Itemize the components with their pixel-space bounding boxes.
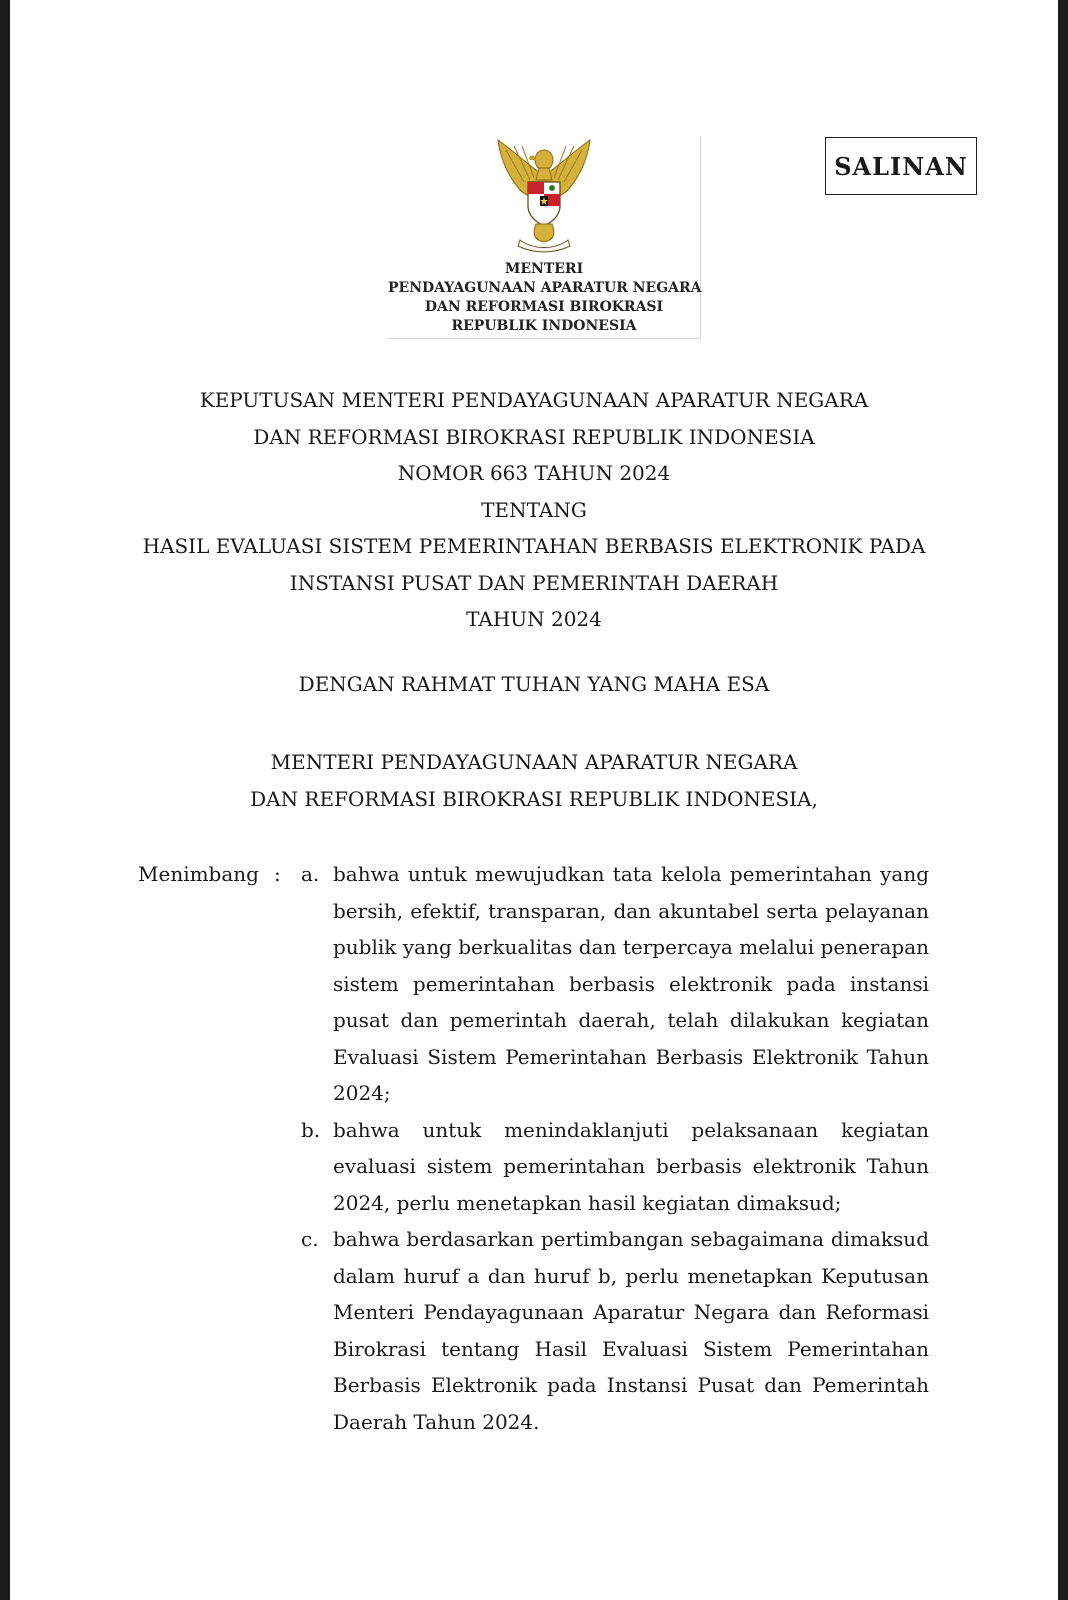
item-text [333, 1221, 929, 1440]
item-letter: b. [301, 1117, 321, 1142]
title-line: KEPUTUSAN MENTERI PENDAYAGUNAAN APARATUR NEGARA [199, 388, 869, 412]
item-text [333, 1112, 929, 1222]
text-line: pusat dan pemerintah daerah, telah dilakukan kegiatan [333, 1008, 929, 1032]
title-line: HASIL EVALUASI SISTEM PEMERINTAHAN BERBASIS ELEKTRONIK PADA [142, 534, 926, 558]
considering-colon: : [274, 862, 281, 886]
item-text [333, 856, 929, 1112]
text-line: 2024; [333, 1081, 391, 1105]
letterhead [388, 136, 701, 339]
ministry-line: MENTERI [504, 261, 584, 277]
text-line: Birokrasi tentang Hasil Evaluasi Sistem Pemerintahan [333, 1336, 929, 1361]
ministry-name [388, 260, 700, 336]
text-line: bersih, efektif, transparan, dan akuntabel serta pelayanan [333, 898, 929, 923]
item-letter: c. [301, 1227, 319, 1251]
minister-line: MENTERI PENDAYAGUNAAN APARATUR NEGARA [270, 750, 798, 774]
text-line: bahwa untuk menindaklanjuti pelaksanaan kegiatan [333, 1117, 929, 1142]
ministry-line: REPUBLIK INDONESIA [451, 318, 637, 334]
garuda-emblem-icon [490, 136, 598, 254]
title-line: TAHUN 2024 [466, 607, 602, 631]
text-line: dalam huruf a dan huruf b, perlu menetapkan Keputusan [333, 1263, 929, 1288]
minister-heading [0, 744, 1068, 817]
item-letter: a. [301, 862, 320, 886]
decree-title [0, 382, 1068, 638]
ministry-line: PENDAYAGUNAAN APARATUR NEGARA [388, 280, 702, 296]
minister-line: DAN REFORMASI BIROKRASI REPUBLIK INDONESIA, [250, 786, 818, 811]
ministry-line: DAN REFORMASI BIROKRASI [424, 299, 664, 315]
text-line: publik yang berkualitas dan terpercaya melalui penerapan [333, 935, 929, 959]
text-line: 2024, perlu menetapkan hasil kegiatan dimaksud; [333, 1190, 842, 1215]
considering-label: Menimbang [138, 862, 259, 886]
text-line: Menteri Pendayagunaan Aparatur Negara dan Reformasi [333, 1300, 929, 1324]
title-line: INSTANSI PUSAT DAN PEMERINTAH DAERAH [289, 570, 779, 595]
title-line: NOMOR 663 TAHUN 2024 [397, 461, 671, 485]
title-line: DAN REFORMASI BIROKRASI REPUBLIK INDONESIA [253, 424, 815, 449]
preamble: DENGAN RAHMAT TUHAN YANG MAHA ESA [298, 672, 770, 696]
text-line: sistem pemerintahan berbasis elektronik pada instansi [333, 971, 929, 996]
text-line: bahwa untuk mewujudkan tata kelola pemerintahan yang [333, 862, 929, 886]
text-line: bahwa berdasarkan pertimbangan sebagaimana dimaksud [333, 1227, 929, 1251]
text-line: Daerah Tahun 2024. [333, 1409, 540, 1434]
text-line: evaluasi sistem pemerintahan berbasis elektronik Tahun [333, 1154, 929, 1178]
copy-stamp: SALINAN [825, 137, 977, 195]
title-line: TENTANG [481, 497, 587, 522]
text-line: Evaluasi Sistem Pemerintahan Berbasis Elektronik Tahun [333, 1044, 929, 1069]
text-line: Berbasis Elektronik pada Instansi Pusat dan Pemerintah [333, 1373, 929, 1397]
